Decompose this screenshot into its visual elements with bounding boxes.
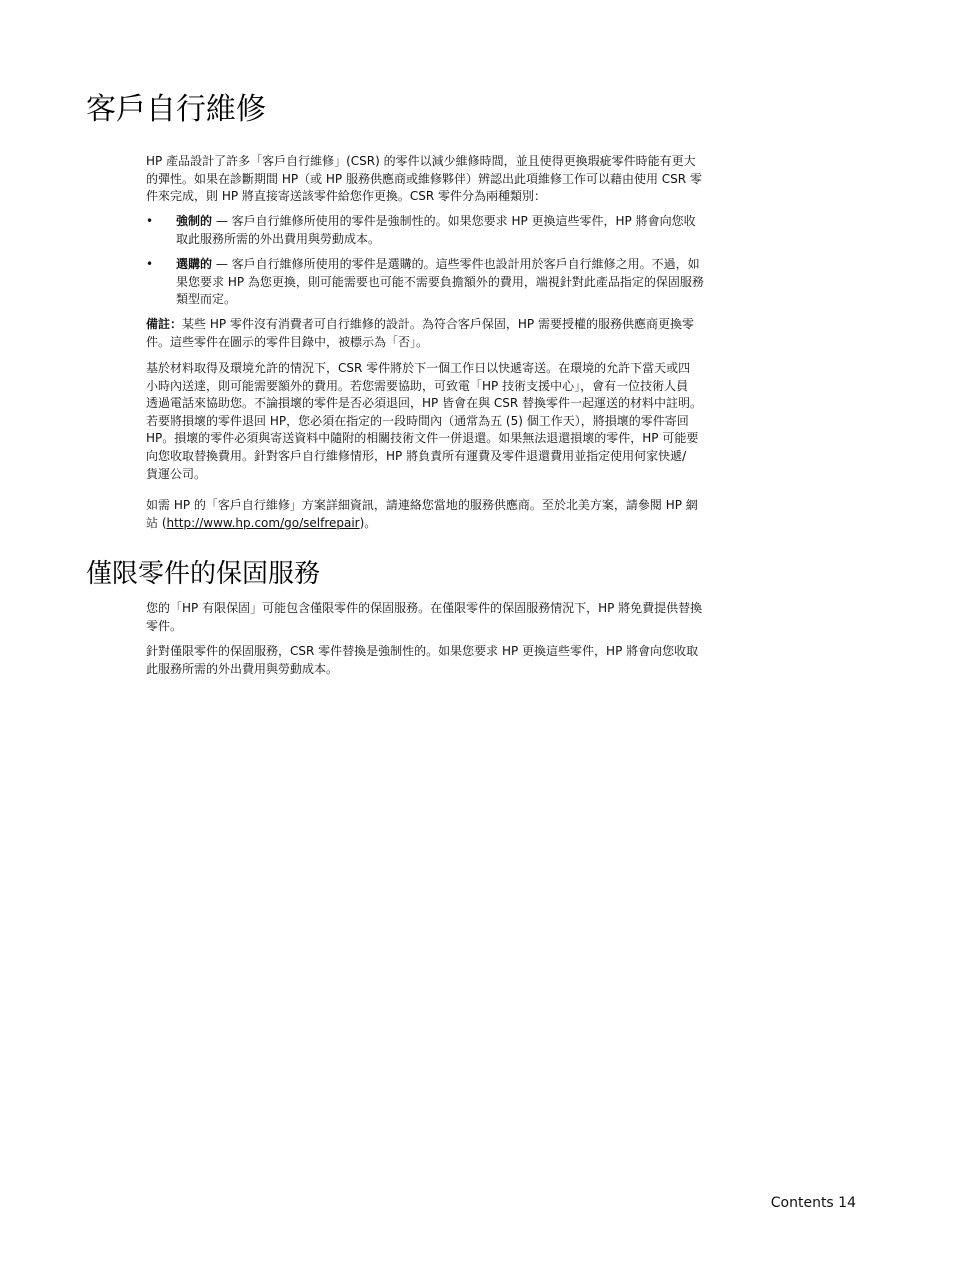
bullet-lead: 強制的 xyxy=(176,214,213,228)
selfrepair-link[interactable]: http://www.hp.com/go/selfrepair xyxy=(166,515,360,530)
bullet-icon: • xyxy=(146,257,154,272)
bullet-text: — 客戶自行維修所使用的零件是選購的。這些零件也設計用於客戶自行維修之用。不過，如 果您要求 HP 為您更換，則可能需要也可能不需要負擔額外的費用，端視針對此產品指定的保固服務 類型而定。 xyxy=(176,257,704,307)
note-paragraph xyxy=(146,316,776,351)
list-item-mandatory xyxy=(146,213,776,248)
intro-text: HP 產品設計了許多「客戶自行維修」(CSR) 的零件以減少維修時間，並且使得更換瑕疵零件時能有更大 的彈性。如果在診斷期間 HP（或 HP 服務供應商或維修夥伴）辨認出此項維修工作可以藉由使用 CSR 零 件來完成，則 HP 將直接寄送該零件給您作更換。CSR 零件分為兩種類別： xyxy=(146,154,702,204)
parts-warranty-text-1: 您的「HP 有限保固」可能包含僅限零件的保固服務。在僅限零件的保固服務情況下，HP 將免費提供替換 零件。 xyxy=(146,601,703,633)
note-text: 某些 HP 零件沒有消費者可自行維修的設計。為符合客戶保固，HP 需要授權的服務供應商更換零 件。這些零件在圖示的零件目錄中，被標示為「否」。 xyxy=(146,317,694,349)
list-item-optional xyxy=(146,256,776,309)
program-info-end: )。 xyxy=(359,515,377,530)
parts-warranty-paragraph-2 xyxy=(146,643,776,678)
section-title-customer-self-repair: 客戶自行維修 xyxy=(86,92,266,127)
bullet-text: — 客戶自行維修所使用的零件是強制性的。如果您要求 HP 更換這些零件，HP 將會向您收 取此服務所需的外出費用與勞動成本。 xyxy=(176,214,696,246)
page-footer: Contents 14 xyxy=(770,1195,856,1211)
parts-warranty-text-2: 針對僅限零件的保固服務，CSR 零件替換是強制性的。如果您要求 HP 更換這些零件，HP 將會向您收取 此服務所需的外出費用與勞動成本。 xyxy=(146,644,699,676)
shipping-paragraph xyxy=(146,360,776,483)
program-info-paragraph xyxy=(146,497,776,532)
bullet-icon: • xyxy=(146,214,154,228)
intro-paragraph xyxy=(146,153,776,206)
csr-category-list xyxy=(146,213,776,309)
program-info-text: 如需 HP 的「客戶自行維修」方案詳細資訊，請連絡您當地的服務供應商。至於北美方案，請參閱 HP 網 站 ( xyxy=(146,498,698,530)
bullet-lead: 選購的 xyxy=(176,257,213,272)
parts-warranty-paragraph-1 xyxy=(146,600,776,635)
section-title-parts-only-warranty: 僅限零件的保固服務 xyxy=(86,559,321,589)
note-label: 備註： xyxy=(146,317,183,331)
shipping-text: 基於材料取得及環境允許的情況下，CSR 零件將於下一個工作日以快遞寄送。在環境的允許下當天或四 小時內送達，則可能需要額外的費用。若您需要協助，可致電「HP 技術支援中心」，會有一位技術人員 透過電話來協助您。不論損壞的零件是否必須退回，HP 皆會在與 CSR 替換零件一起運送的材料中註明。 若要將損壞的零件退回 HP，您必須在指定的一段時間內（通常為五 (5) 個工作天），將損壞的零件寄回 HP。損壞的零件必須與寄送資料中隨附的相關技術文件一併退還。如果無法退還損壞的零件，HP 可能要 向您收取替換費用。針對客戶自行維修情形，HP 將負責所有運費及零件退還費用並指定使用何家快遞/ 貨運公司。 xyxy=(146,361,703,481)
